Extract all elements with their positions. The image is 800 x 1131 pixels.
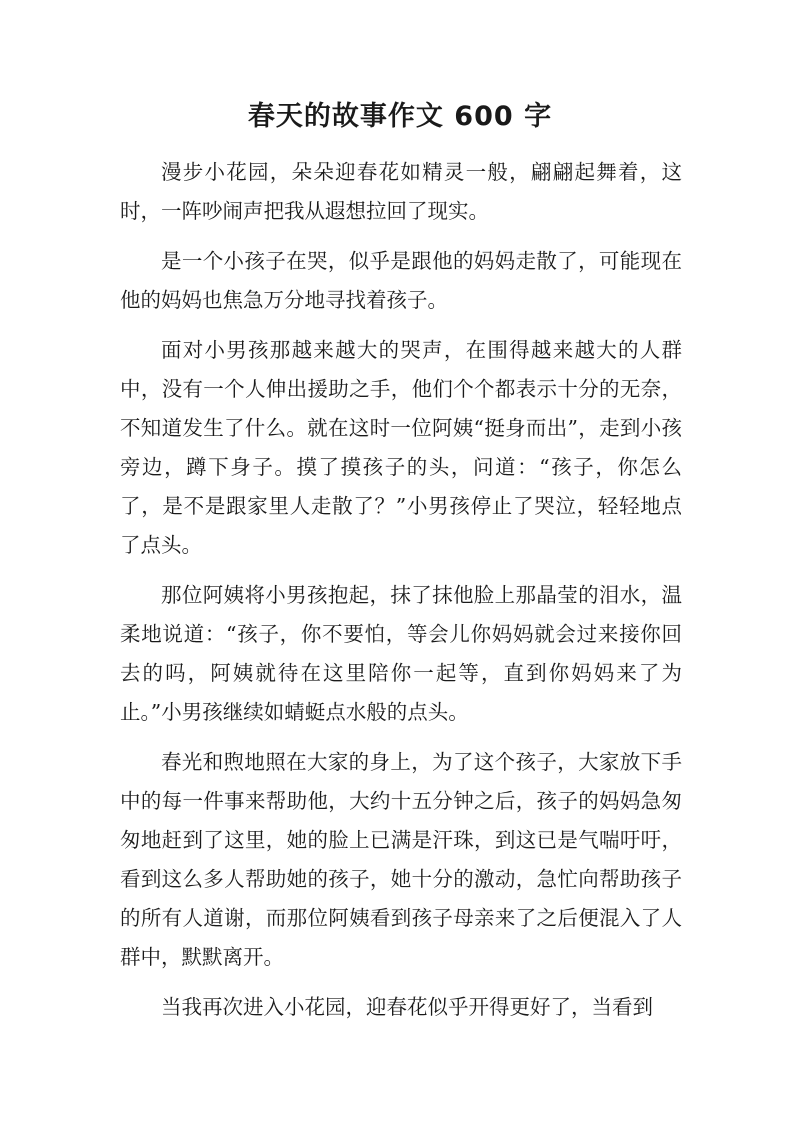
paragraph-5: 春光和煦地照在大家的身上，为了这个孩子，大家放下手中的每一件事来帮助他，大约十五分钟之后，孩子的妈妈急匆匆地赶到了这里，她的脸上已满是汗珠，到这已是气喘吁吁，看到这么多人帮助她的孩子，她十分的激动，急忙向帮助孩子的所有人道谢，而那位阿姨看到孩子母亲来了之后便混入了人群中，默默离开。 (120, 750, 682, 969)
document-title: 春天的故事作文 600 字 (247, 101, 553, 132)
paragraph-6: 当我再次进入小花园，迎春花似乎开得更好了，当看到 (161, 995, 653, 1019)
paragraph-2: 是一个小孩子在哭，似乎是跟他的妈妈走散了，可能现在他的妈妈也焦急万分地寻找着孩子。 (120, 249, 682, 312)
paragraph-1: 漫步小花园，朵朵迎春花如精灵一般，翩翩起舞着，这时，一阵吵闹声把我从遐想拉回了现实。 (120, 160, 682, 223)
document-body (120, 153, 682, 1038)
paragraph-4: 那位阿姨将小男孩抱起，抹了抹他脸上那晶莹的泪水，温柔地说道：“孩子，你不要怕，等会儿你妈妈就会过来接你回去的吗，阿姨就待在这里陪你一起等，直到你妈妈来了为止。”小男孩继续如蜻蜓点水般的点头。 (120, 583, 682, 724)
paragraph-3: 面对小男孩那越来越大的哭声，在围得越来越大的人群中，没有一个人伸出援助之手，他们个个都表示十分的无奈，不知道发生了什么。就在这时一位阿姨“挺身而出”，走到小孩旁边，蹲下身子。摸了摸孩子的头，问道：“孩子，你怎么了，是不是跟家里人走散了？”小男孩停止了哭泣，轻轻地点了点头。 (120, 338, 682, 557)
